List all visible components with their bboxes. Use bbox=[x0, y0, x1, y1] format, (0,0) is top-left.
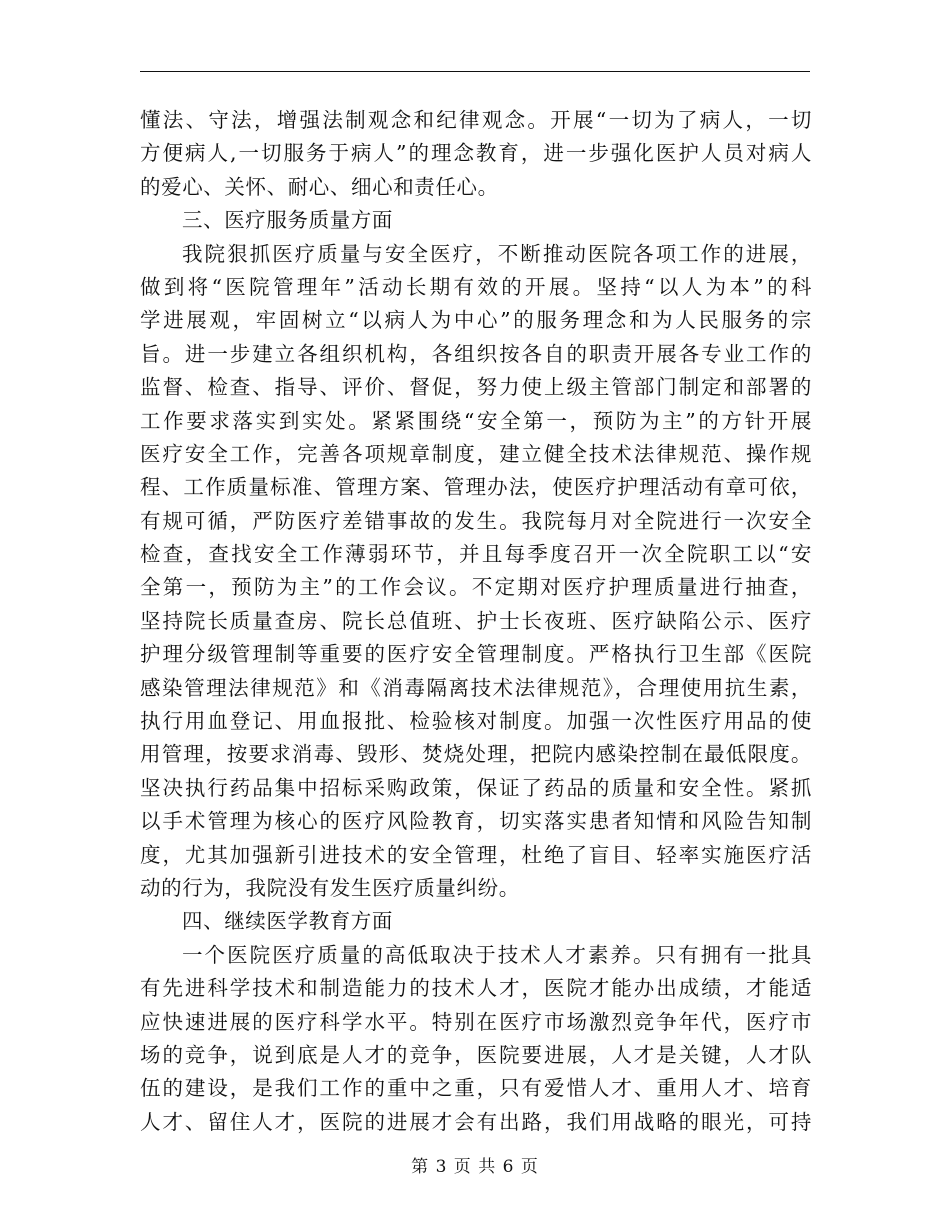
text-line: 用管理，按要求消毒、毁形、焚烧处理，把院内感染控制在最低限度。 bbox=[140, 742, 812, 767]
text-line: 场的竞争，说到底是人才的竞争，医院要进展，人才是关键，人才队 bbox=[140, 1042, 812, 1067]
text-line: 有规可循，严防医疗差错事故的发生。我院每月对全院进行一次安全 bbox=[140, 508, 812, 533]
text-line: 旨。进一步建立各组织机构，各组织按各自的职责开展各专业工作的 bbox=[140, 341, 812, 366]
text-line: 动的行为，我院没有发生医疗质量纠纷。 bbox=[140, 875, 520, 900]
text-line: 懂法、守法，增强法制观念和纪律观念。开展“一切为了病人，一切 bbox=[140, 108, 812, 132]
text-line: 程、工作质量标准、管理方案、管理办法，使医疗护理活动有章可依， bbox=[140, 475, 812, 500]
text-line: 以手术管理为核心的医疗风险教育，切实落实患者知情和风险告知制 bbox=[140, 809, 812, 834]
text-line: 的爱心、关怀、耐心、细心和责任心。 bbox=[140, 174, 499, 199]
header-rule bbox=[140, 71, 810, 72]
section-heading: 三、医疗服务质量方面 bbox=[182, 208, 393, 233]
document-body bbox=[140, 104, 812, 1139]
text-line: 监督、检查、指导、评价、督促，努力使上级主管部门制定和部署的 bbox=[140, 375, 812, 400]
text-line: 度，尤其加强新引进技术的安全管理，杜绝了盲目、轻率实施医疗活 bbox=[140, 842, 812, 867]
text-line: 坚决执行药品集中招标采购政策，保证了药品的质量和安全性。紧抓 bbox=[140, 775, 812, 800]
text-line: 有先进科学技术和制造能力的技术人才，医院才能办出成绩，才能适 bbox=[140, 976, 812, 1001]
page-number: 第 3 页 共 6 页 bbox=[411, 1157, 539, 1177]
text-line: 一个医院医疗质量的高低取决于技术人才素养。只有拥有一批具 bbox=[182, 942, 812, 967]
text-line: 护理分级管理制等重要的医疗安全管理制度。严格执行卫生部《医院 bbox=[140, 642, 812, 667]
text-line: 我院狠抓医疗质量与安全医疗，不断推动医院各项工作的进展， bbox=[182, 241, 812, 266]
text-line: 伍的建设，是我们工作的重中之重，只有爱惜人才、重用人才、培育 bbox=[140, 1076, 812, 1101]
text-line: 工作要求落实到实处。紧紧围绕“安全第一，预防为主”的方针开展 bbox=[140, 408, 812, 433]
section-heading: 四、继续医学教育方面 bbox=[182, 909, 393, 934]
text-line: 坚持院长质量查房、院长总值班、护士长夜班、医疗缺陷公示、医疗 bbox=[140, 608, 812, 633]
text-line: 方便病人,一切服务于病人”的理念教育，进一步强化医护人员对病人 bbox=[140, 141, 812, 166]
text-line: 全第一，预防为主”的工作会议。不定期对医疗护理质量进行抽查， bbox=[140, 575, 812, 600]
text-line: 感染管理法律规范》和《消毒隔离技术法律规范》，合理使用抗生素， bbox=[140, 675, 812, 700]
text-line: 检查，查找安全工作薄弱环节，并且每季度召开一次全院职工以“安 bbox=[140, 542, 812, 567]
text-line: 应快速进展的医疗科学水平。特别在医疗市场激烈竞争年代，医疗市 bbox=[140, 1009, 812, 1034]
text-line: 人才、留住人才，医院的进展才会有出路，我们用战略的眼光，可持 bbox=[140, 1109, 812, 1134]
text-line: 学进展观，牢固树立“以病人为中心”的服务理念和为人民服务的宗 bbox=[140, 308, 812, 333]
text-line: 执行用血登记、用血报批、检验核对制度。加强一次性医疗用品的使 bbox=[140, 709, 812, 734]
text-line: 做到将“医院管理年”活动长期有效的开展。坚持“以人为本”的科 bbox=[140, 274, 812, 299]
text-line: 医疗安全工作，完善各项规章制度，建立健全技术法律规范、操作规 bbox=[140, 441, 812, 466]
